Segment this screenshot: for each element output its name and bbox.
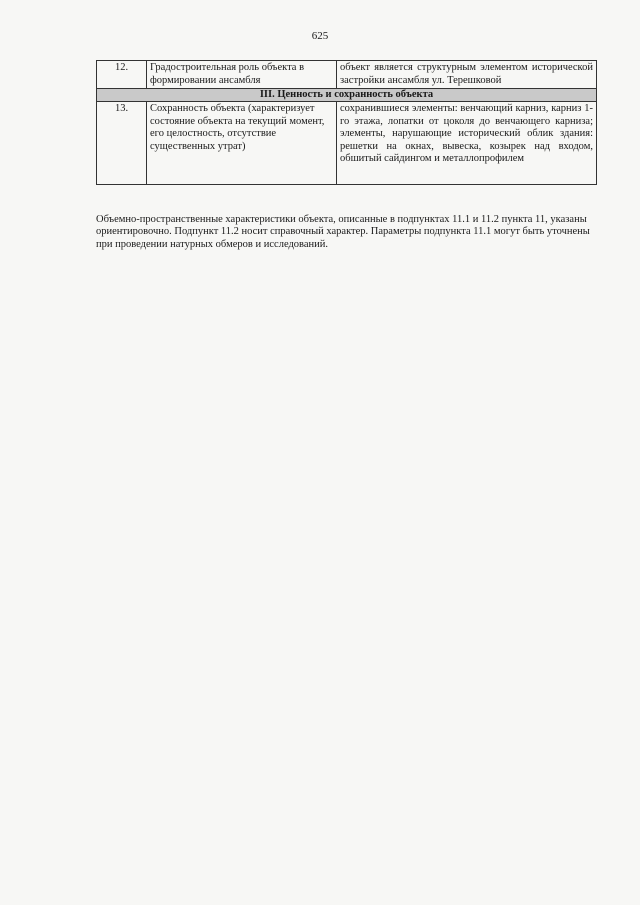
row-number: 12.: [97, 61, 147, 89]
section-title: III. Ценность и сохранность объекта: [97, 89, 597, 102]
table-row: [97, 61, 597, 89]
row-number: 13.: [97, 102, 147, 185]
row-description: сохранившиеся элементы: венчающий карниз, карниз 1-го этажа, лопатки от цоколя до венчающего карниза; элементы, нарушающие исторический облик здания: решетки на окнах, вывеска, козырек над входом, обшитый сайдингом и металлопрофилем: [337, 102, 597, 185]
row-name: Сохранность объекта (характеризует состояние объекта на текущий момент, его целостность, отсутствие существенных утрат): [147, 102, 337, 185]
table-row: [97, 102, 597, 185]
row-description: объект является структурным элементом исторической застройки ансамбля ул. Терешковой: [337, 61, 597, 89]
page-number: 625: [311, 30, 329, 42]
object-characteristics-table: [96, 60, 597, 185]
row-name: Градостроительная роль объекта в формировании ансамбля: [147, 61, 337, 89]
section-header-row: [97, 89, 597, 102]
footnote-paragraph: Объемно-пространственные характеристики объекта, описанные в подпунктах 11.1 и 11.2 пункта 11, указаны ориентировочно. Подпункт 11.2 носит справочный характер. Параметры подпункта 11.1 могут быть уточнены при проведении натурных обмеров и исследований.: [96, 213, 590, 250]
